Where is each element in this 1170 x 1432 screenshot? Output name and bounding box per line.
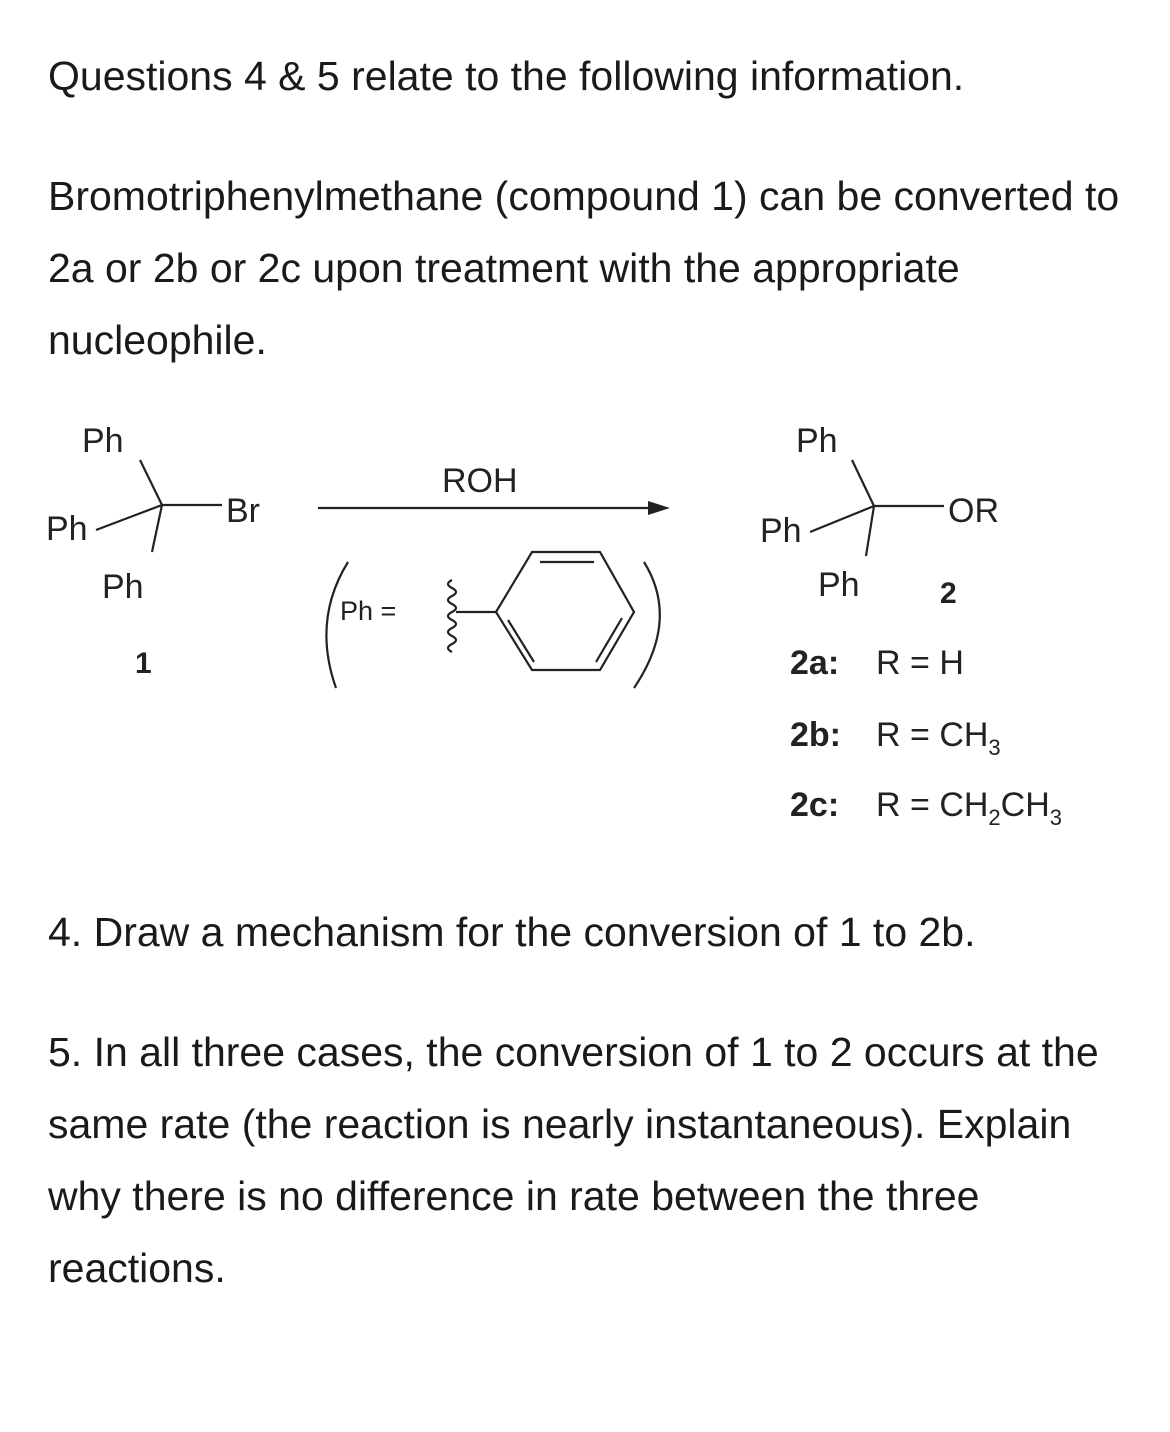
product-left-ph: Ph [760, 512, 802, 550]
reactant-bottom-ph: Ph [102, 568, 144, 606]
variant-2c: 2c: $R = CH_2CH_3$ [790, 786, 1063, 830]
question-5: 5. In all three cases, the conversion of 1 to 2 occurs at the same rate (the reaction is nearly instantaneous). Explain why there is no difference in rate between the three reactions. [48, 1029, 1099, 1291]
variant-list [790, 644, 1062, 830]
reactant-number: 1 [135, 647, 152, 680]
reaction-arrow [318, 462, 670, 515]
variant-2a: 2a: R = H [790, 644, 964, 682]
product-bottom-ph: Ph [818, 566, 860, 604]
variant-2b: 2b: $R = CH_3$ [790, 716, 1001, 760]
product-bond-bottom [866, 506, 874, 556]
product-bond-top [852, 460, 874, 506]
description-paragraph: Bromotriphenylmethane (compound 1) can be converted to 2a or 2b or 2c upon treatment with the appropriate nucleophile. [48, 173, 1120, 363]
reactant-structure [46, 422, 260, 680]
product-bond-left [810, 506, 874, 532]
question-4: 4. Draw a mechanism for the conversion of 1 to 2b. [48, 909, 976, 955]
intro-heading: Questions 4 & 5 relate to the following information. [48, 53, 965, 99]
bond-left [96, 505, 162, 530]
reactant-top-ph: Ph [82, 422, 124, 460]
product-top-ph: Ph [796, 422, 838, 460]
wavy-bond-icon [448, 580, 456, 652]
product-or: OR [948, 492, 999, 530]
reaction-scheme [0, 400, 1170, 850]
ring-double-bond-2 [508, 620, 534, 662]
arrowhead [648, 501, 670, 515]
bond-top [140, 460, 162, 505]
ph-equals-label: Ph = [340, 596, 397, 626]
reactant-br: Br [226, 492, 260, 530]
right-parenthesis [634, 562, 660, 688]
reactant-left-ph: Ph [46, 510, 88, 548]
phenyl-definition [326, 552, 659, 688]
reagent-label: ROH [442, 462, 518, 500]
bond-bottom [152, 505, 162, 552]
product-number: 2 [940, 577, 957, 610]
product-structure [760, 422, 999, 610]
benzene-ring-icon [496, 552, 634, 670]
